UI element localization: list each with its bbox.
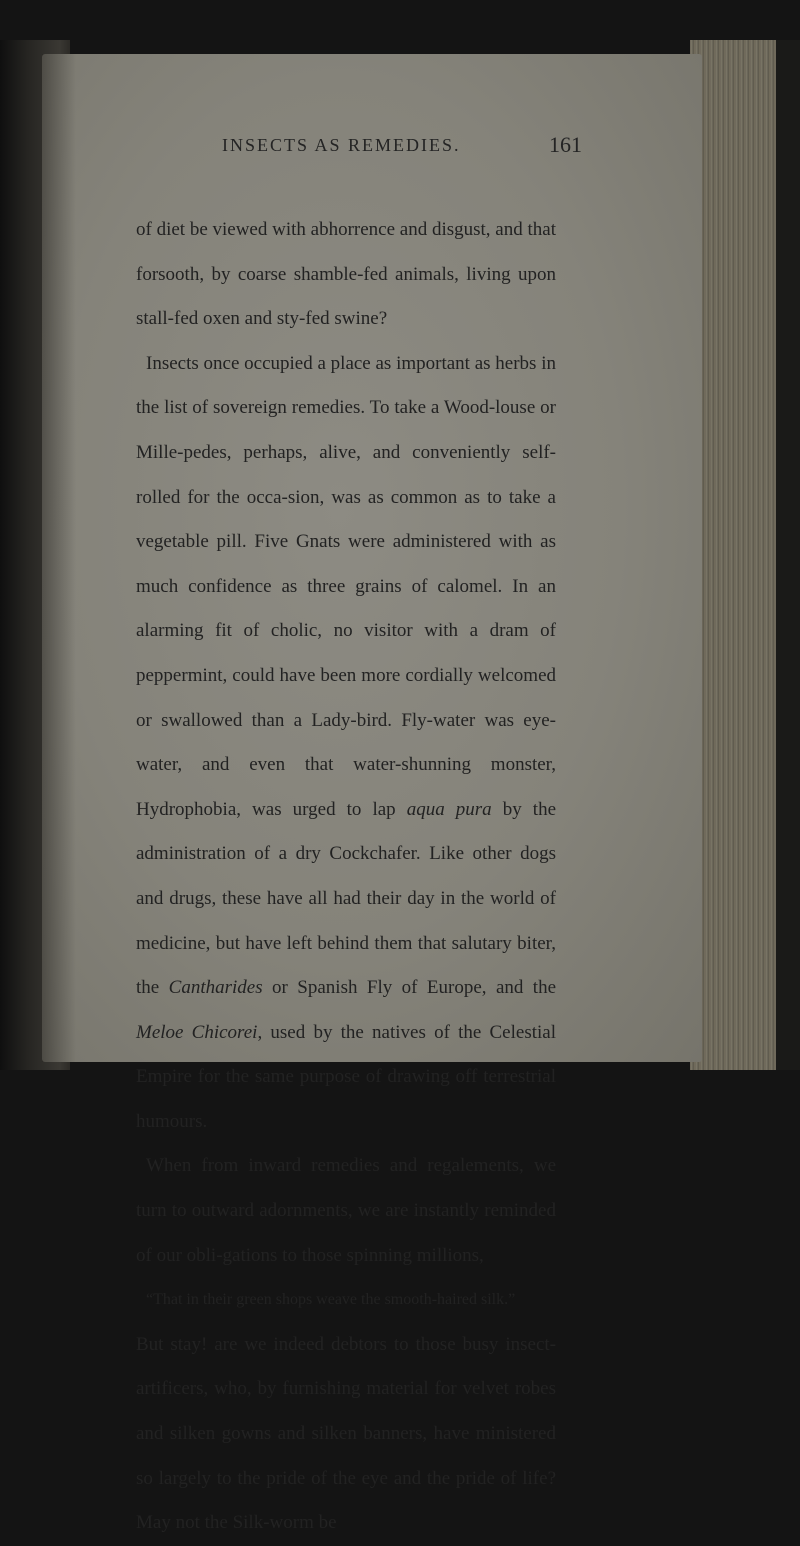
paragraph-2-part-b: by the administration of a dry Cockchafer. Like other dogs and drugs, these have all had their day in the world of medicine, but have left behind them that salutary biter, the [136,798,557,999]
italic-cantharides: Cantharides [168,977,263,999]
running-title: INSECTS AS REMEDIES. [222,135,461,155]
paragraph-2 [136,342,556,1145]
paragraph-4: But stay! are we indeed debtors to those busy insect-artificers, who, by furnishing material for velvet robes and silken gowns and silken banners, have ministered so largely to the pride of the eye and the pride of life? May not the Silk-worm be [136,1333,556,1534]
italic-aqua-pura: aqua pura [406,798,492,820]
paragraph-1: of diet be viewed with abhorrence and disgust, and that forsooth, by coarse shamble-fed animals, living upon stall-fed oxen and sty-fed swine? [136,219,556,330]
italic-meloe-chicorei: Meloe Chicorei [136,1021,258,1043]
body-text [136,208,556,1546]
block-quote: “That in their green shops weave the smooth-haired silk.” [146,1291,516,1309]
paragraph-3: When from inward remedies and regalements, we turn to outward adornments, we are instantly reminded of our obli-gations to those spinning millions, [136,1155,556,1266]
paragraph-2-part-a: Insects once occupied a place as important as herbs in the list of sovereign remedies. To take a Wood-louse or Mille-pedes, perhaps, alive, and conveniently self-rolled for the occa-sion, was as common as to take a vegetable pill. Five Gnats were administered with as much confidence as three grains of calomel. In an alarming fit of cholic, no visitor with a dram of peppermint, could have been more cordially welcomed or swallowed than a Lady-bird. Fly-water was eye-water, and even that water-shunning monster, Hydrophobia, was urged to lap [136,352,556,820]
page-shadow-right [776,40,800,1070]
paragraph-2-part-d: , used by the natives of the Celestial Empire for the same purpose of drawing off terrestrial humours. [136,1021,556,1132]
page-header [222,132,582,162]
paragraph-2-part-c: or Spanish Fly of Europe, and the [272,977,557,999]
page-number: 161 [549,132,582,157]
